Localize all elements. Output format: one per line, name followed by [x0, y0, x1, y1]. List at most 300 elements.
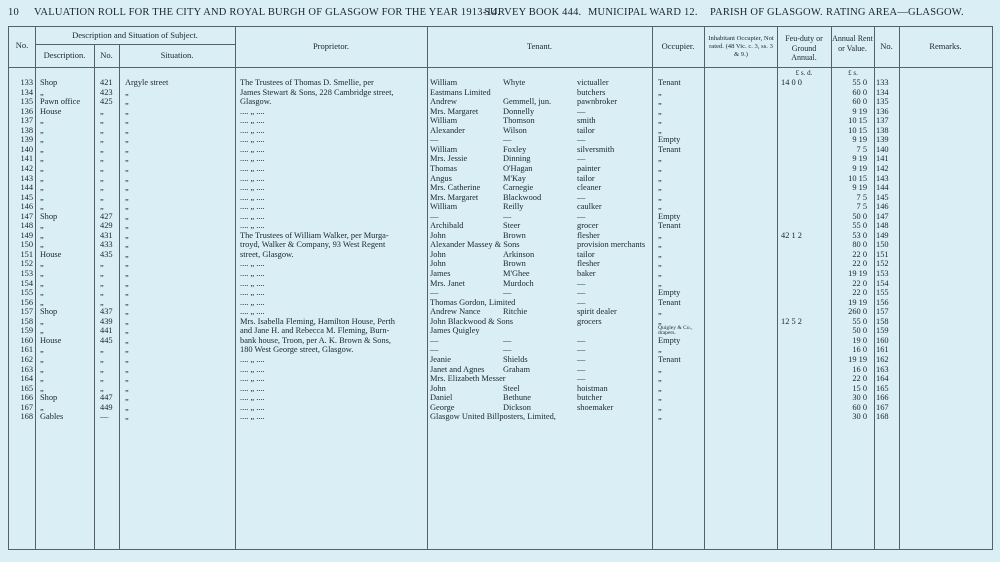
street-number: „ [100, 183, 104, 193]
row-number: 160 [20, 335, 33, 345]
description: „ [40, 230, 44, 240]
situation: „ [125, 393, 129, 403]
situation: „ [125, 221, 129, 231]
row-number-right: 142 [876, 163, 889, 173]
row-number: 138 [20, 125, 33, 135]
proprietor: .... „ .... [240, 364, 265, 374]
tenant-trade: — [577, 335, 586, 345]
occupier: „ [658, 87, 662, 97]
tenant-trade: spirit dealer [577, 307, 617, 317]
row-number-right: 160 [876, 335, 889, 345]
annual-rent: 55 0 [852, 316, 867, 326]
col-situation: Situation. [160, 50, 194, 60]
table-row [9, 193, 994, 202]
proprietor: .... „ .... [240, 144, 265, 154]
proprietor: Glasgow. [240, 97, 272, 107]
table-row [9, 240, 994, 249]
table-row [9, 145, 994, 154]
feu-duty: 42 1 2 [781, 230, 802, 240]
proprietor: .... „ .... [240, 297, 265, 307]
tenant-surname: Brown [503, 259, 526, 269]
occupier: „ [658, 383, 662, 393]
description: „ [40, 297, 44, 307]
col-tenant: Tenant. [526, 41, 553, 51]
proprietor: .... „ .... [240, 288, 265, 298]
street-number: 425 [100, 97, 113, 107]
proprietor: .... „ .... [240, 374, 265, 384]
occupier: „ [658, 364, 662, 374]
annual-rent: 19 19 [848, 297, 867, 307]
tenant-surname: Ritchie [503, 307, 528, 317]
row-number: 148 [20, 221, 33, 231]
row-number-right: 149 [876, 230, 889, 240]
street-number: 431 [100, 230, 113, 240]
tenant-surname: Murdoch [503, 278, 534, 288]
proprietor: .... „ .... [240, 354, 265, 364]
tenant-trade: victualler [577, 78, 609, 87]
col-description: Description. [43, 50, 86, 60]
description: „ [40, 87, 44, 97]
row-number: 167 [20, 402, 33, 412]
annual-rent: 16 0 [852, 345, 867, 355]
description: „ [40, 364, 44, 374]
situation: „ [125, 297, 129, 307]
row-number-right: 159 [876, 326, 889, 336]
proprietor: James Stewart & Sons, 228 Cambridge street, [240, 87, 394, 97]
situation: „ [125, 144, 129, 154]
row-number-right: 167 [876, 402, 889, 412]
occupier: „ [658, 106, 662, 116]
tenant-name: John [430, 249, 446, 259]
occupier: Empty [658, 288, 681, 298]
description: „ [40, 402, 44, 412]
col-occupier: Occupier. [661, 41, 695, 51]
row-number: 145 [20, 192, 33, 202]
annual-rent: 19 19 [848, 354, 867, 364]
tenant-trade: — [577, 364, 586, 374]
annual-rent: 9 19 [852, 135, 867, 145]
row-number-right: 161 [876, 345, 889, 355]
table-row [9, 135, 994, 144]
situation: „ [125, 192, 129, 202]
description: „ [40, 374, 44, 384]
tenant-surname: Bethune [503, 393, 531, 403]
situation: „ [125, 230, 129, 240]
situation: „ [125, 116, 129, 126]
occupier: „ [658, 230, 662, 240]
annual-rent: 260 0 [848, 307, 867, 317]
situation: „ [125, 173, 129, 183]
row-number-right: 154 [876, 278, 889, 288]
description: „ [40, 116, 44, 126]
row-number: 139 [20, 135, 33, 145]
tenant-name: Mrs. Margaret [430, 192, 479, 202]
row-number-right: 143 [876, 173, 889, 183]
description: Pawn office [40, 97, 81, 107]
tenant-surname: M'Kay [503, 173, 526, 183]
row-number: 158 [20, 316, 33, 326]
annual-rent: 53 0 [852, 230, 867, 240]
row-number: 133 [20, 78, 33, 87]
street-number: 439 [100, 316, 113, 326]
proprietor: Mrs. Isabella Fleming, Hamilton House, Perth [240, 316, 395, 326]
table-row [9, 336, 994, 345]
tenant-trade: — [577, 154, 586, 164]
tenant-surname: Steel [503, 383, 520, 393]
tenant-name: Alexander Massey & Sons [430, 240, 520, 250]
description: Shop [40, 393, 58, 403]
description: „ [40, 383, 44, 393]
situation: „ [125, 354, 129, 364]
table-row [9, 221, 994, 230]
tenant-name: Angus [430, 173, 452, 183]
occupier: Quigley & Co., drapers. [658, 325, 693, 337]
street-number: „ [100, 354, 104, 364]
situation: „ [125, 412, 129, 422]
table-row [9, 345, 994, 354]
occupier: „ [658, 192, 662, 202]
occupier: „ [658, 116, 662, 126]
description: „ [40, 259, 44, 269]
tenant-name: Andrew [430, 97, 457, 107]
annual-rent: 50 0 [852, 326, 867, 336]
tenant-name: Thomas [430, 163, 457, 173]
annual-rent: 22 0 [852, 374, 867, 384]
table-row [9, 174, 994, 183]
situation: „ [125, 364, 129, 374]
proprietor: .... „ .... [240, 154, 265, 164]
row-number-right: 162 [876, 354, 889, 364]
situation: „ [125, 335, 129, 345]
description: „ [40, 240, 44, 250]
col-number: No. [100, 50, 113, 60]
occupier: „ [658, 269, 662, 278]
annual-rent: 9 19 [852, 154, 867, 164]
municipal-ward: MUNICIPAL WARD 12. [588, 7, 698, 18]
row-number: 136 [20, 106, 33, 116]
annual-rent: 19 0 [852, 335, 867, 345]
description: „ [40, 173, 44, 183]
tenant-surname: Reilly [503, 202, 524, 212]
tenant-surname: O'Hagan [503, 163, 533, 173]
annual-rent: 22 0 [852, 288, 867, 298]
annual-rent: 55 0 [852, 78, 867, 87]
tenant-trade: tailor [577, 125, 595, 135]
row-number: 141 [20, 154, 33, 164]
description: Shop [40, 78, 58, 87]
occupier: „ [658, 154, 662, 164]
tenant-trade: caulker [577, 202, 602, 212]
street-number: „ [100, 202, 104, 212]
tenant-name: George [430, 402, 455, 412]
table-row [9, 88, 994, 97]
tenant-trade: pawnbroker [577, 97, 617, 107]
table-row [9, 202, 994, 211]
row-number: 164 [20, 374, 33, 384]
table-row [9, 288, 994, 297]
table-row [9, 326, 994, 335]
proprietor: .... „ .... [240, 221, 265, 231]
occupier: Tenant [658, 354, 681, 364]
table-row [9, 164, 994, 173]
row-number-right: 163 [876, 364, 889, 374]
tenant-surname: — [503, 211, 512, 221]
tenant-trade: grocer [577, 221, 599, 231]
occupier: „ [658, 97, 662, 107]
annual-rent: 22 0 [852, 259, 867, 269]
description: „ [40, 221, 44, 231]
row-number: 168 [20, 412, 33, 422]
tenant-trade: — [577, 192, 586, 202]
occupier: „ [658, 402, 662, 412]
tenant-name: — [430, 345, 439, 355]
table-row [9, 107, 994, 116]
occupier: Tenant [658, 297, 681, 307]
tenant-name: Mrs. Jessie [430, 154, 468, 164]
col-proprietor: Proprietor. [312, 41, 350, 51]
tenant-name: John Blackwood & Sons [430, 316, 514, 326]
annual-rent: 15 0 [852, 383, 867, 393]
row-number: 137 [20, 116, 33, 126]
annual-rent: 30 0 [852, 412, 867, 422]
annual-rent: 10 15 [848, 116, 867, 126]
proprietor: .... „ .... [240, 393, 265, 403]
street-number: „ [100, 345, 104, 355]
tenant-surname: Graham [503, 364, 530, 374]
description: „ [40, 135, 44, 145]
tenant-trade: silversmith [577, 144, 615, 154]
description: „ [40, 163, 44, 173]
col-remarks: Remarks. [929, 41, 962, 51]
occupier: „ [658, 316, 662, 326]
table-row [9, 307, 994, 316]
tenant-trade: — [577, 297, 586, 307]
tenant-name: Glasgow United Billposters, Limited, [430, 412, 556, 422]
page-header [8, 7, 993, 23]
annual-rent: 19 19 [848, 269, 867, 278]
situation: „ [125, 278, 129, 288]
proprietor: The Trustees of William Walker, per Murga- [240, 230, 389, 240]
description: „ [40, 278, 44, 288]
row-number-right: 166 [876, 393, 889, 403]
table-row [9, 384, 994, 393]
proprietor: street, Glasgow. [240, 249, 294, 259]
street-number: „ [100, 163, 104, 173]
annual-rent: 22 0 [852, 278, 867, 288]
situation: „ [125, 163, 129, 173]
street-number: „ [100, 144, 104, 154]
situation: „ [125, 326, 129, 336]
tenant-name: Andrew Nance [430, 307, 481, 317]
row-number-right: 168 [876, 412, 889, 422]
occupier: „ [658, 173, 662, 183]
tenant-trade: hoistman [577, 383, 608, 393]
annual-rent: 9 19 [852, 163, 867, 173]
col-no: No. [15, 40, 29, 50]
description: „ [40, 202, 44, 212]
annual-rent: 60 0 [852, 97, 867, 107]
description: Shop [40, 307, 58, 317]
proprietor: .... „ .... [240, 259, 265, 269]
feu-units: £ s. d. [795, 69, 813, 77]
annual-rent: 7 5 [856, 144, 867, 154]
street-number: 429 [100, 221, 113, 231]
situation: „ [125, 288, 129, 298]
description: „ [40, 288, 44, 298]
table-row [9, 154, 994, 163]
proprietor: bank house, Troon, per A. K. Brown & Sons, [240, 335, 391, 345]
row-number: 166 [20, 393, 33, 403]
tenant-trade: — [577, 211, 586, 221]
description: House [40, 106, 62, 116]
tenant-surname: — [503, 288, 512, 298]
situation: „ [125, 87, 129, 97]
street-number: 447 [100, 393, 113, 403]
description: „ [40, 326, 44, 336]
tenant-surname: Wilson [503, 125, 527, 135]
annual-rent: 10 15 [848, 173, 867, 183]
row-number-right: 147 [876, 211, 889, 221]
row-number: 161 [20, 345, 33, 355]
proprietor: .... „ .... [240, 211, 265, 221]
tenant-surname: Dinning [503, 154, 531, 164]
street-number: 421 [100, 78, 113, 87]
occupier: „ [658, 249, 662, 259]
row-number: 152 [20, 259, 33, 269]
street-number: „ [100, 125, 104, 135]
situation: „ [125, 154, 129, 164]
street-number: „ [100, 192, 104, 202]
table-row [9, 212, 994, 221]
occupier: „ [658, 259, 662, 269]
tenant-name: Thomas Gordon, Limited [430, 297, 516, 307]
street-number: „ [100, 116, 104, 126]
table-row [9, 116, 994, 125]
row-number: 144 [20, 183, 33, 193]
row-number-right: 134 [876, 87, 889, 97]
street-number: „ [100, 278, 104, 288]
row-number-right: 145 [876, 192, 889, 202]
street-number: „ [100, 259, 104, 269]
tenant-trade: flesher [577, 259, 600, 269]
description: „ [40, 144, 44, 154]
street-number: 433 [100, 240, 113, 250]
tenant-name: Mrs. Margaret [430, 106, 479, 116]
tenant-name: John [430, 230, 446, 240]
proprietor: .... „ .... [240, 412, 265, 422]
row-number: 134 [20, 87, 33, 97]
tenant-trade: cleaner [577, 183, 602, 193]
roll-title: VALUATION ROLL FOR THE CITY AND ROYAL BURGH OF GLASGOW FOR THE YEAR 1913-14. [34, 7, 501, 18]
tenant-name: William [430, 78, 458, 87]
row-number: 163 [20, 364, 33, 374]
tenant-trade: — [577, 288, 586, 298]
situation: „ [125, 345, 129, 355]
table-row [9, 317, 994, 326]
street-number: „ [100, 154, 104, 164]
tenant-trade: butchers [577, 87, 606, 97]
table-row [9, 365, 994, 374]
proprietor: .... „ .... [240, 192, 265, 202]
street-number: „ [100, 297, 104, 307]
occupier: Empty [658, 211, 681, 221]
tenant-name: William [430, 144, 458, 154]
table-row [9, 412, 994, 421]
row-number: 154 [20, 278, 33, 288]
table-row [9, 279, 994, 288]
row-number-right: 148 [876, 221, 889, 231]
tenant-trade: grocers [577, 316, 602, 326]
situation: Argyle street [125, 78, 169, 87]
tenant-name: Daniel [430, 393, 453, 403]
tenant-surname: Brown [503, 230, 526, 240]
row-number: 151 [20, 249, 33, 259]
description: House [40, 335, 62, 345]
street-number: — [100, 412, 109, 422]
situation: „ [125, 383, 129, 393]
street-number: 423 [100, 87, 113, 97]
row-number: 159 [20, 326, 33, 336]
occupier: „ [658, 202, 662, 212]
proprietor: and Jane H. and Rebecca M. Fleming, Burn- [240, 326, 390, 336]
tenant-surname: Steer [503, 221, 521, 231]
row-number: 147 [20, 211, 33, 221]
description: „ [40, 345, 44, 355]
row-number-right: 164 [876, 374, 889, 384]
row-number-right: 135 [876, 97, 889, 107]
street-number: 437 [100, 307, 113, 317]
occupier: Empty [658, 135, 681, 145]
proprietor: 180 West George street, Glasgow. [240, 345, 354, 355]
street-number: „ [100, 364, 104, 374]
tenant-surname: Dickson [503, 402, 531, 412]
street-number: 441 [100, 326, 113, 336]
table-row [9, 97, 994, 106]
occupier: Empty [658, 335, 681, 345]
situation: „ [125, 211, 129, 221]
tenant-surname: Shields [503, 354, 528, 364]
tenant-trade: butcher [577, 393, 603, 403]
tenant-name: James Quigley [430, 326, 480, 336]
proprietor: .... „ .... [240, 202, 265, 212]
proprietor: .... „ .... [240, 402, 265, 412]
row-number-right: 133 [876, 78, 889, 87]
row-number-right: 146 [876, 202, 889, 212]
situation: „ [125, 106, 129, 116]
annual-rent: 9 19 [852, 106, 867, 116]
table-row [9, 78, 994, 87]
proprietor: .... „ .... [240, 163, 265, 173]
row-number-right: 136 [876, 106, 889, 116]
annual-rent: 7 5 [856, 202, 867, 212]
situation: „ [125, 97, 129, 107]
tenant-surname: — [503, 345, 512, 355]
street-number: „ [100, 173, 104, 183]
tenant-trade: flesher [577, 230, 600, 240]
tenant-name: Janet and Agnes [430, 364, 485, 374]
row-number: 140 [20, 144, 33, 154]
street-number: „ [100, 383, 104, 393]
table-row [9, 231, 994, 240]
row-number-right: 158 [876, 316, 889, 326]
tenant-name: — [430, 135, 439, 145]
proprietor: .... „ .... [240, 383, 265, 393]
row-number-right: 137 [876, 116, 889, 126]
table-row [9, 393, 994, 402]
tenant-surname: Donnelly [503, 106, 535, 116]
table-row [9, 298, 994, 307]
proprietor: The Trustees of Thomas D. Smellie, per [240, 78, 374, 87]
